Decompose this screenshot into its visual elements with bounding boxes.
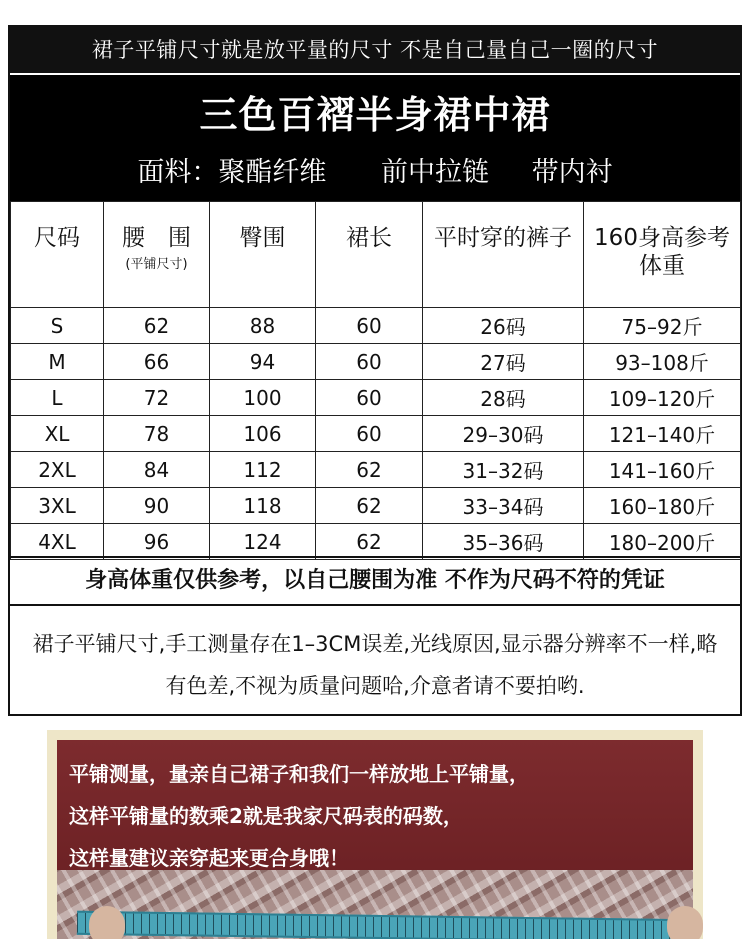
cell-hip: 106 — [210, 416, 316, 452]
table-row — [11, 416, 741, 452]
cell-weight: 121–140斤 — [584, 416, 741, 452]
cell-waist: 78 — [104, 416, 210, 452]
table-row — [11, 344, 741, 380]
col-header-hip: 臀围 — [210, 202, 316, 308]
cell-length: 62 — [316, 524, 423, 560]
measurement-error-note: 裙子平铺尺寸,手工测量存在1–3CM误差,光线原因,显示器分辨率不一样,略有色差,不视为质量问题哈,介意者请不要拍哟. — [32, 632, 718, 698]
spec-fabric: 面料：聚酯纤维 — [137, 157, 327, 188]
cell-pants: 33–34码 — [423, 488, 584, 524]
cell-weight: 180–200斤 — [584, 524, 741, 560]
cell-weight: 75–92斤 — [584, 308, 741, 344]
cell-weight: 141–160斤 — [584, 452, 741, 488]
cell-length: 60 — [316, 344, 423, 380]
hand-icon — [667, 906, 703, 939]
cell-pants: 31–32码 — [423, 452, 584, 488]
table-row — [11, 380, 741, 416]
cell-weight: 109–120斤 — [584, 380, 741, 416]
cell-length: 60 — [316, 308, 423, 344]
cell-length: 62 — [316, 488, 423, 524]
cell-waist: 66 — [104, 344, 210, 380]
spec-lining: 带内衬 — [531, 157, 613, 188]
col-header-pants-size: 平时穿的裤子 — [423, 202, 584, 308]
cell-hip: 100 — [210, 380, 316, 416]
col-header-weight: 160身高参考体重 — [584, 202, 741, 308]
instruction-banner — [57, 740, 693, 880]
table-row — [11, 452, 741, 488]
cell-size: 2XL — [11, 452, 104, 488]
cell-hip: 124 — [210, 524, 316, 560]
flat-measure-photo — [47, 730, 703, 939]
cell-size: 3XL — [11, 488, 104, 524]
product-title: 三色百褶半身裙中裙 — [199, 93, 551, 137]
cell-waist: 90 — [104, 488, 210, 524]
instruction-line: 这样平铺量的数乘2就是我家尺码表的码数， — [69, 804, 463, 828]
cell-size: S — [11, 308, 104, 344]
cell-weight: 160–180斤 — [584, 488, 741, 524]
table-row — [11, 488, 741, 524]
cell-size: XL — [11, 416, 104, 452]
cell-pants: 35–36码 — [423, 524, 584, 560]
cell-waist: 96 — [104, 524, 210, 560]
table-row — [11, 308, 741, 344]
col-header-waist: 腰 围 (平铺尺寸) — [104, 202, 210, 308]
instruction-line: 平铺测量，量亲自己裙子和我们一样放地上平铺量， — [69, 762, 529, 786]
size-chart-sheet — [8, 25, 742, 716]
col-header-length: 裙长 — [316, 202, 423, 308]
cell-length: 62 — [316, 452, 423, 488]
cell-weight: 93–108斤 — [584, 344, 741, 380]
cell-waist: 62 — [104, 308, 210, 344]
cell-hip: 112 — [210, 452, 316, 488]
cell-hip: 88 — [210, 308, 316, 344]
hand-icon — [89, 906, 125, 939]
cell-waist: 72 — [104, 380, 210, 416]
cell-hip: 118 — [210, 488, 316, 524]
instruction-line: 这样量建议亲穿起来更合身哦！ — [69, 846, 349, 870]
reference-disclaimer: 身高体重仅供参考，以自己腰围为准 不作为尺码不符的凭证 — [10, 556, 740, 606]
cell-hip: 94 — [210, 344, 316, 380]
cell-pants: 29–30码 — [423, 416, 584, 452]
cell-size: M — [11, 344, 104, 380]
measurement-notice: 裙子平铺尺寸就是放平量的尺寸 不是自己量自己一圈的尺寸 — [10, 27, 740, 73]
cell-waist: 84 — [104, 452, 210, 488]
cell-pants: 26码 — [423, 308, 584, 344]
cell-length: 60 — [316, 416, 423, 452]
cell-pants: 27码 — [423, 344, 584, 380]
size-table — [10, 201, 741, 560]
spec-zipper: 前中拉链 — [381, 157, 489, 188]
col-header-waist-sub: (平铺尺寸) — [125, 257, 188, 272]
table-header-row — [11, 202, 741, 308]
cell-size: L — [11, 380, 104, 416]
col-header-size: 尺码 — [11, 202, 104, 308]
table-row — [11, 524, 741, 560]
cell-size: 4XL — [11, 524, 104, 560]
cell-pants: 28码 — [423, 380, 584, 416]
product-header — [10, 73, 740, 201]
cell-length: 60 — [316, 380, 423, 416]
product-specs — [10, 151, 740, 195]
